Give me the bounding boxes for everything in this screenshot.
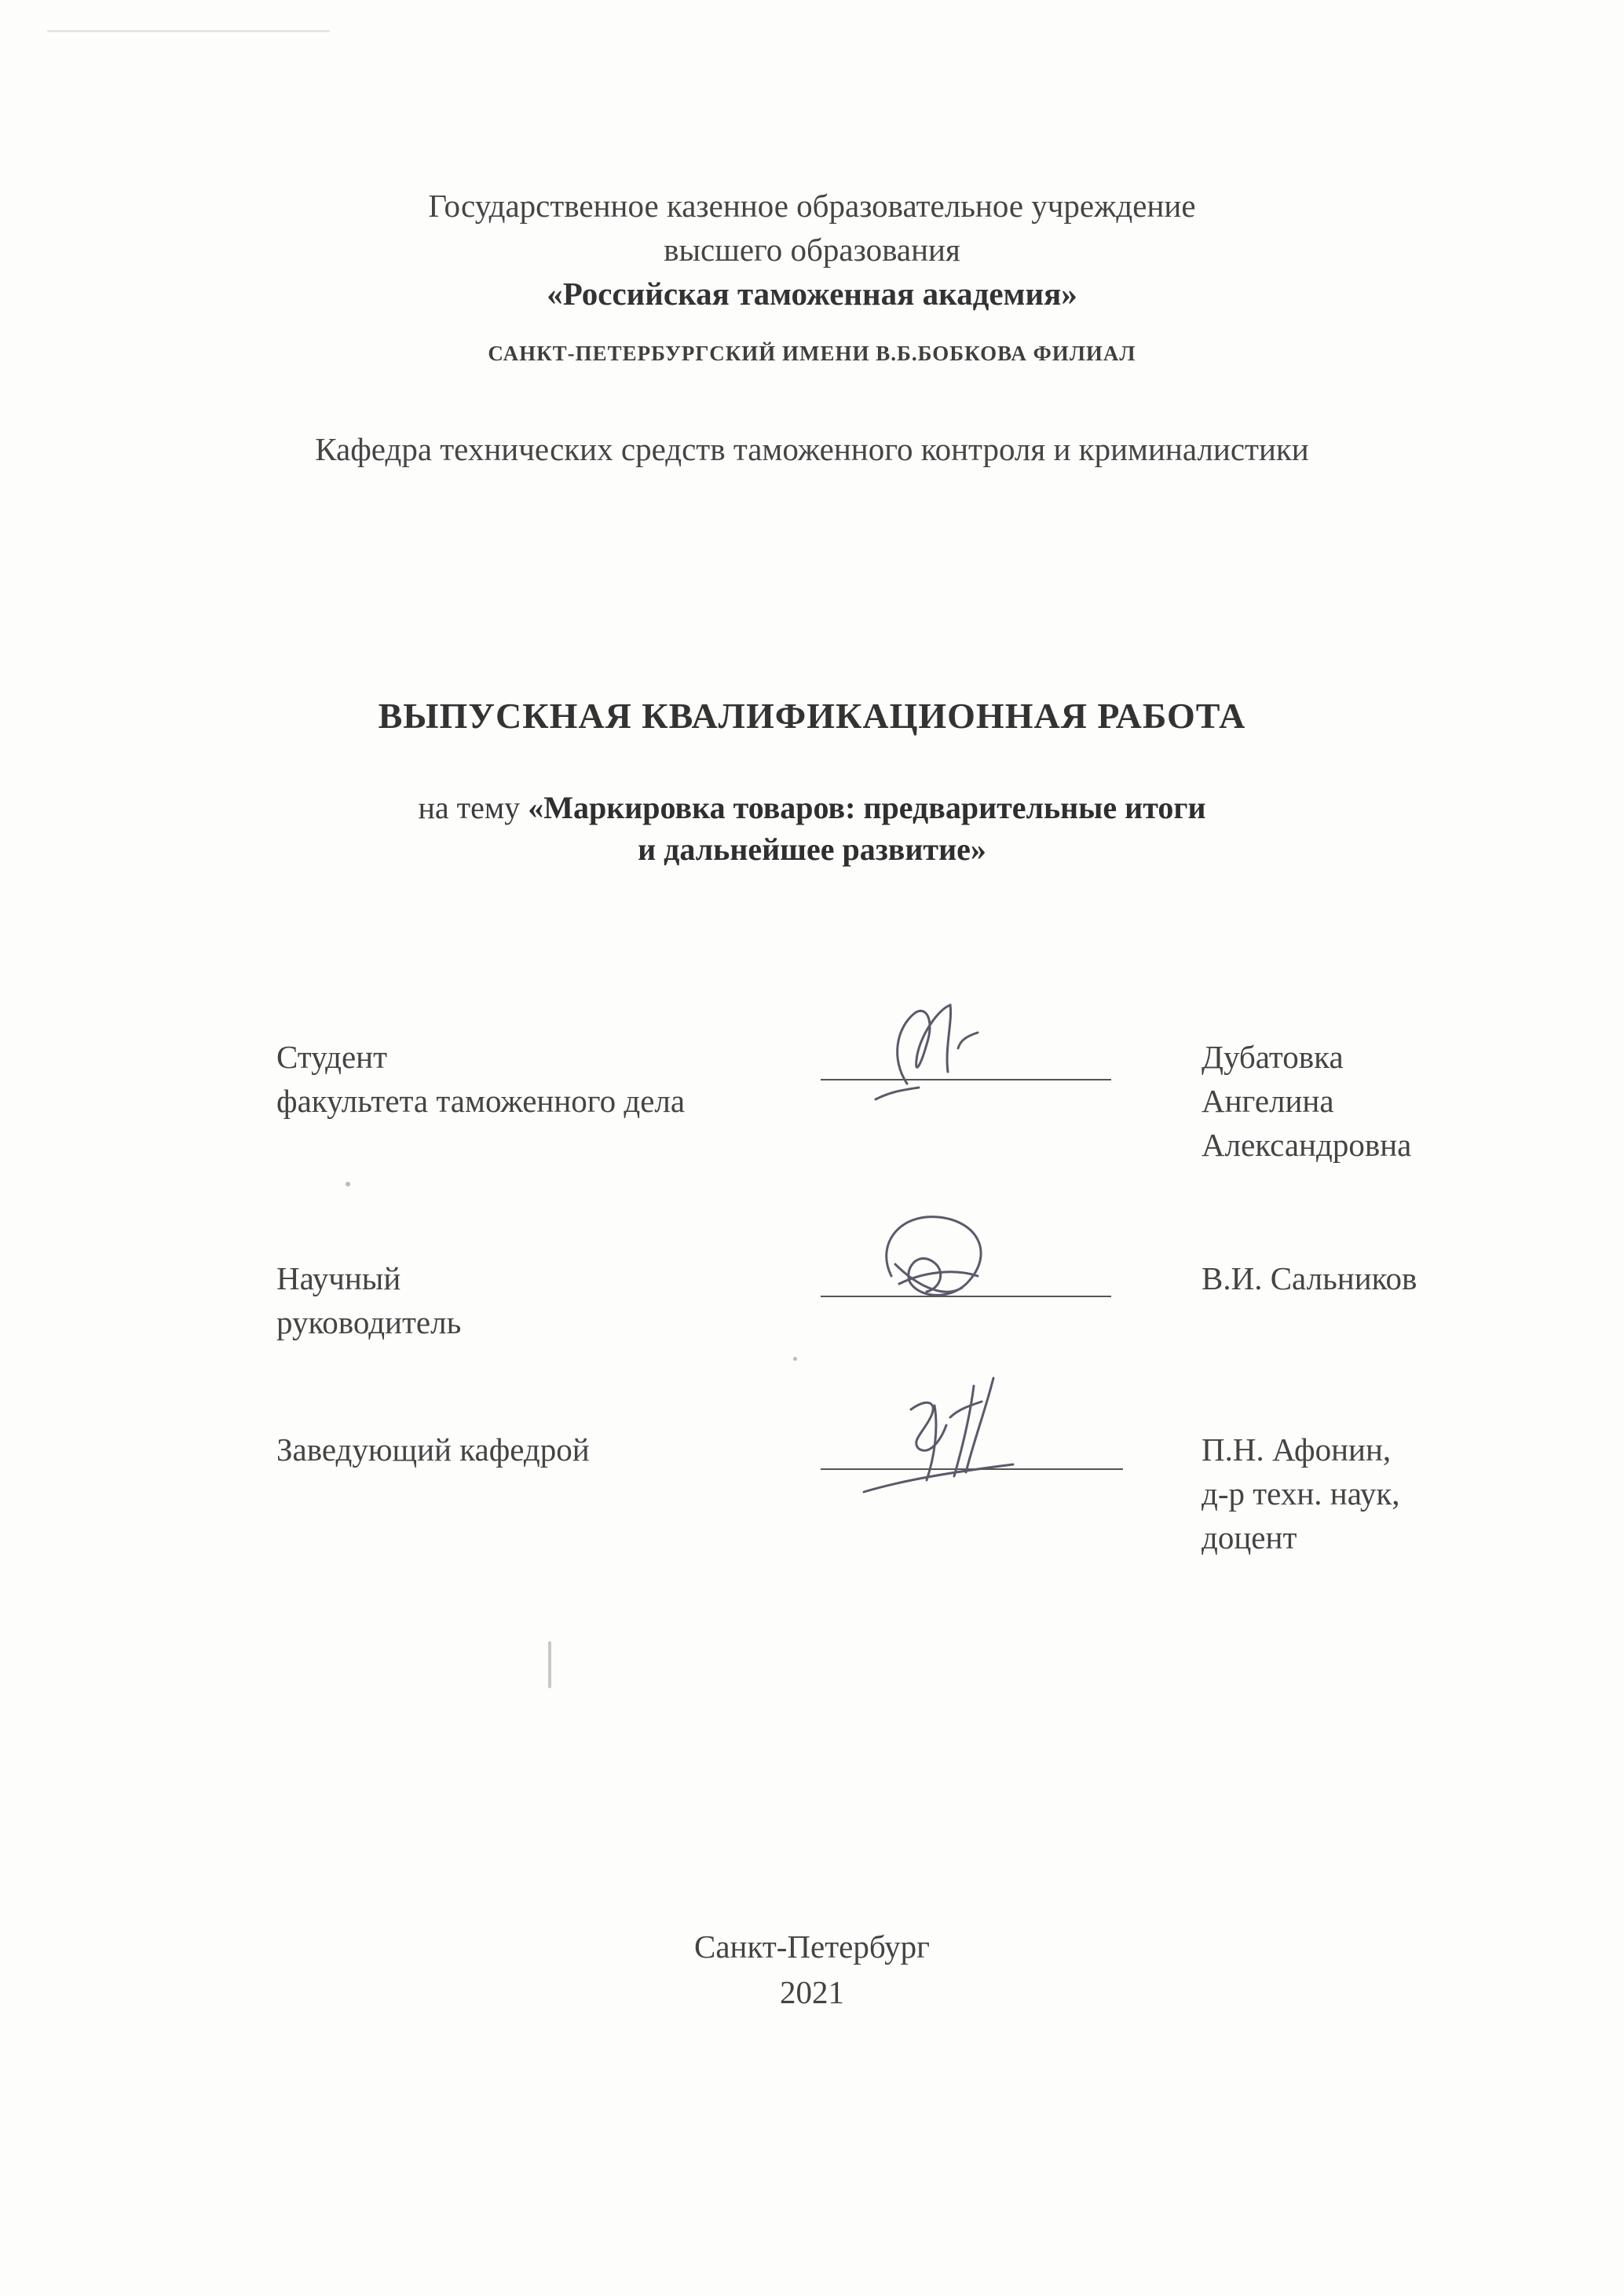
supervisor-role: [276, 1256, 461, 1344]
branch-name: САНКТ-ПЕТЕРБУРГСКИЙ ИМЕНИ В.Б.БОБКОВА ФИЛИАЛ: [488, 342, 1136, 365]
topic-prefix: на тему: [418, 790, 529, 825]
student-signature: [860, 989, 1001, 1107]
scan-mark: [548, 1641, 551, 1688]
topic-line-2: [0, 831, 1624, 868]
head-name-line-2: д-р техн. наук,: [1202, 1475, 1400, 1512]
head-role-line-1: Заведующий кафедрой: [276, 1431, 590, 1468]
student-name-line-2: Ангелина: [1202, 1083, 1334, 1119]
scan-speck: [793, 1357, 797, 1361]
supervisor-role-line-2: руководитель: [276, 1304, 462, 1340]
topic-title-1: «Маркировка товаров: предварительные итоги: [528, 790, 1206, 825]
supervisor-signature: [868, 1197, 1009, 1315]
institution-line-2: высшего образования: [664, 232, 960, 268]
topic-line-1: [0, 789, 1624, 826]
institution-name: «Российская таможенная академия»: [547, 276, 1077, 312]
student-name: [1202, 1035, 1411, 1167]
student-role: [276, 1035, 685, 1123]
head-role: [276, 1428, 590, 1472]
head-name-line-3: доцент: [1202, 1519, 1297, 1556]
head-name-line-1: П.Н. Афонин,: [1202, 1431, 1392, 1468]
head-name: [1202, 1428, 1400, 1559]
supervisor-name-line-1: В.И. Сальников: [1202, 1260, 1417, 1296]
head-signature: [856, 1362, 1029, 1496]
student-name-line-3: Александровна: [1202, 1127, 1412, 1163]
work-title: ВЫПУСКНАЯ КВАЛИФИКАЦИОННАЯ РАБОТА: [378, 696, 1246, 736]
scan-speck: [346, 1182, 350, 1186]
footer-year: 2021: [780, 1974, 844, 2010]
institution-line-1: Государственное казенное образовательное учреждение: [428, 188, 1196, 224]
department-name: Кафедра технических средств таможенного контроля и криминалистики: [315, 431, 1309, 467]
student-role-line-1: Студент: [276, 1039, 388, 1075]
supervisor-role-line-1: Научный: [276, 1260, 401, 1296]
scan-mark: [47, 30, 330, 32]
student-role-line-2: факультета таможенного дела: [276, 1083, 686, 1119]
footer-city: Санкт-Петербург: [694, 1929, 930, 1965]
supervisor-name: [1202, 1256, 1417, 1300]
topic-title-2: и дальнейшее развитие»: [638, 832, 986, 867]
student-name-line-1: Дубатовка: [1202, 1039, 1344, 1075]
